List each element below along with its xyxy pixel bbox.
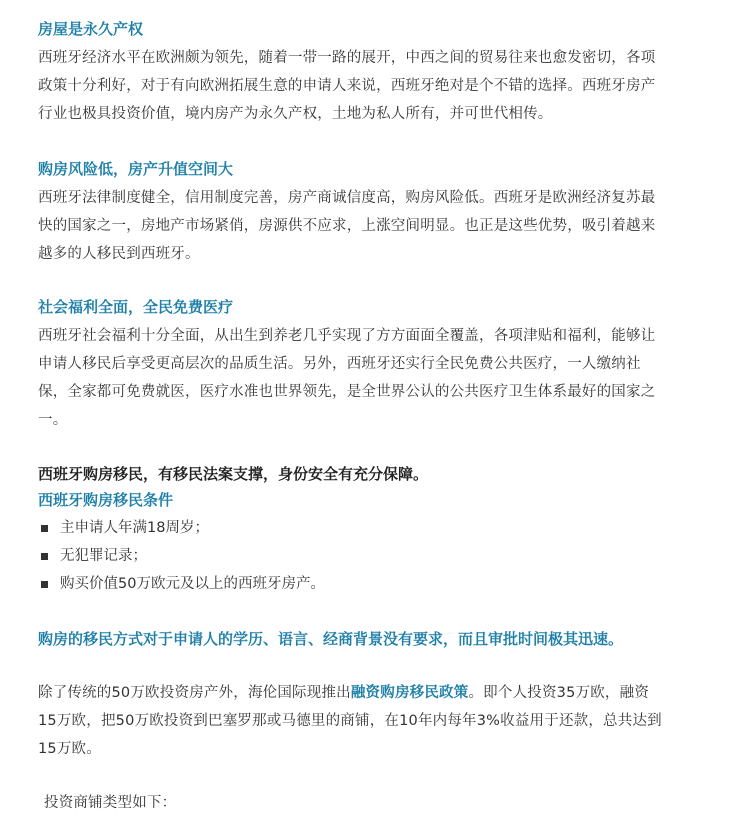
body-line: 行业也极具投资价值，境内房产为永久产权，土地为私人所有，并可世代相传。 (38, 106, 553, 122)
conditions-heading: 西班牙购房移民条件 (38, 491, 174, 509)
section-social-welfare (38, 295, 728, 434)
text-run: 。即个人投资35万欧，融资 (468, 685, 650, 701)
section-body (38, 184, 728, 268)
list-item-text: 无犯罪记录； (60, 548, 147, 564)
conditions-list (38, 514, 728, 598)
section-heading: 房屋是永久产权 (38, 20, 144, 38)
body-line (38, 679, 728, 707)
section-body (38, 322, 728, 434)
shop-types-label: 投资商铺类型如下： (44, 795, 177, 811)
body-line: 西班牙社会福利十分全面，从出生到养老几乎实现了方方面面全覆盖，各项津贴和福利，能够让 (38, 328, 656, 344)
section-heading: 购房风险低，房产升值空间大 (38, 160, 234, 178)
body-line: 越多的人移民到西班牙。 (38, 246, 200, 262)
text-run: 除了传统的50万欧投资房产外，海伦国际现推出 (38, 685, 351, 701)
body-line: 15万欧。 (38, 741, 101, 757)
list-item-text: 购买价值50万欧元及以上的西班牙房产。 (60, 576, 325, 592)
body-line: 一。 (38, 412, 68, 428)
list-item (38, 514, 728, 542)
body-line: 西班牙经济水平在欧洲颇为领先，随着一带一路的展开，中西之间的贸易往来也愈发密切，各项 (38, 50, 656, 66)
list-item (38, 570, 728, 598)
body-line: 申请人移民后享受更高层次的品质生活。另外，西班牙还实行全民免费公共医疗，一人缴纳社 (38, 356, 641, 372)
section-heading: 社会福利全面，全民免费医疗 (38, 298, 234, 316)
body-line: 政策十分利好，对于有向欧洲拓展生意的申请人来说，西班牙绝对是个不错的选择。西班牙房产 (38, 78, 656, 94)
list-item-text: 主申请人年满18周岁； (60, 520, 209, 536)
square-bullet-icon (41, 525, 48, 532)
section-permanent-property (38, 17, 728, 128)
body-line: 保，全家都可免费就医，医疗水准也世界领先，是全世界公认的公共医疗卫生体系最好的国家之 (38, 384, 656, 400)
body-line: 快的国家之一，房地产市场紧俏，房源供不应求，上涨空间明显。也正是这些优势，吸引着越来 (38, 218, 656, 234)
section-low-risk (38, 157, 728, 268)
financing-policy-highlight: 融资购房移民政策 (350, 685, 469, 701)
legal-statement: 西班牙购房移民，有移民法案支撑，身份安全有充分保障。 (38, 465, 429, 483)
section-body (38, 44, 728, 128)
financing-paragraph (38, 679, 728, 763)
highlight-note: 购房的移民方式对于申请人的学历、语言、经商背景没有要求，而且审批时间极其迅速。 (38, 630, 624, 648)
square-bullet-icon (41, 581, 48, 588)
list-item (38, 542, 728, 570)
body-line: 西班牙法律制度健全，信用制度完善，房产商诚信度高，购房风险低。西班牙是欧洲经济复苏最 (38, 190, 656, 206)
body-line: 15万欧，把50万欧投资到巴塞罗那或马德里的商铺，在10年内每年3%收益用于还款，总共达到 (38, 713, 662, 729)
square-bullet-icon (41, 553, 48, 560)
